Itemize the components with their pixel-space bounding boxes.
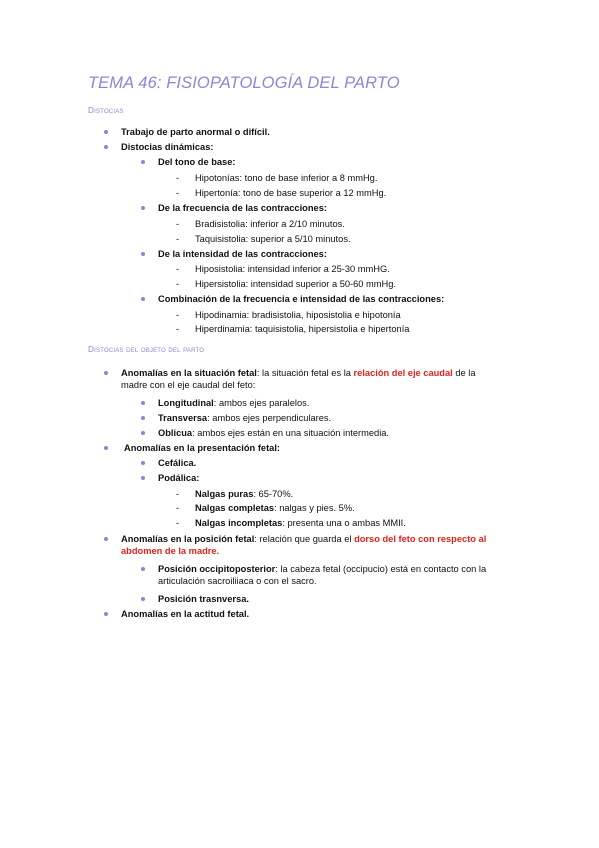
bullet-icon (104, 446, 108, 450)
label: Posición occipitoposterior (158, 564, 276, 574)
label: Anomalías en la situación fetal (121, 368, 257, 378)
list-item: Anomalías en la presentación fetal: (124, 443, 281, 453)
list-item: Hipodinamia: bradisistolia, hiposistolia e hipotonía (195, 310, 401, 320)
list-item (121, 367, 501, 391)
section-heading-distocias: Distocias (88, 106, 124, 115)
list-item (195, 502, 355, 514)
page-title: TEMA 46: FISIOPATOLOGÍA DEL PARTO (88, 74, 400, 92)
list-item: Hiposistolia: intensidad inferior a 25-30 mmHG. (195, 264, 390, 274)
bullet-icon (141, 297, 145, 301)
list-item: Hipotonías: tono de base inferior a 8 mmHg. (195, 173, 378, 183)
bullet-icon (104, 145, 108, 149)
list-item: Hiperdinamia: taquisistolia, hipersistolia e hipertonía (195, 324, 410, 334)
dash-icon: - (176, 310, 180, 320)
bullet-icon (141, 252, 145, 256)
list-item: Hipersistolia: intensidad superior a 50-60 mmHg. (195, 279, 397, 289)
list-item: Distocias dinámicas: (121, 142, 214, 152)
list-item: Anomalías en la actitud fetal. (121, 609, 250, 619)
list-item: Taquisistolia: superior a 5/10 minutos. (195, 234, 351, 244)
list-item (195, 517, 406, 529)
highlight: dorso del feto con respecto al abdomen de la madre. (121, 534, 487, 556)
highlight: relación del eje caudal (353, 368, 453, 378)
list-item: Trabajo de parto anormal o difícil. (121, 127, 270, 137)
list-item: Hipertonía: tono de base superior a 12 mmHg. (195, 188, 387, 198)
text: : la situación fetal es la (256, 368, 354, 378)
list-item: Cefálica. (158, 458, 197, 468)
dash-icon: - (176, 264, 180, 274)
bullet-icon (104, 612, 108, 616)
bullet-icon (141, 401, 145, 405)
label: Anomalías en la posición fetal (121, 534, 255, 544)
list-item (195, 488, 293, 500)
bullet-icon (141, 431, 145, 435)
label: Oblicua (158, 428, 193, 438)
bullet-icon (141, 416, 145, 420)
list-item: Combinación de la frecuencia e intensidad de las contracciones: (158, 294, 445, 304)
label: Transversa (158, 413, 208, 423)
label: Nalgas completas (195, 503, 275, 513)
dash-icon: - (176, 188, 180, 198)
bullet-icon (141, 206, 145, 210)
bullet-icon (141, 476, 145, 480)
dash-icon: - (176, 489, 180, 499)
text: : nalgas y pies. 5%. (274, 503, 355, 513)
list-item (158, 427, 389, 439)
dash-icon: - (176, 324, 180, 334)
label: Nalgas puras (195, 489, 254, 499)
bullet-icon (104, 371, 108, 375)
dash-icon: - (176, 503, 180, 513)
dash-icon: - (176, 173, 180, 183)
bullet-icon (104, 130, 108, 134)
dash-icon: - (176, 279, 180, 289)
label: Nalgas incompletas (195, 518, 283, 528)
text: : ambos ejes perpendiculares. (207, 413, 332, 423)
text: : relación que guarda el (254, 534, 355, 544)
list-item: Bradisistolia: inferior a 2/10 minutos. (195, 219, 345, 229)
label: Longitudinal (158, 398, 214, 408)
dash-icon: - (176, 234, 180, 244)
bullet-icon (141, 160, 145, 164)
text: : 65-70%. (253, 489, 294, 499)
bullet-icon (141, 597, 145, 601)
list-item: Del tono de base: (158, 157, 236, 167)
list-item (121, 533, 511, 557)
text: : la cabeza fetal (occipucio) está en contacto con la articulación sacroiliiaca o con el sacro. (158, 564, 487, 586)
text: : presenta una o ambas MMII. (282, 518, 406, 528)
list-item (158, 563, 510, 587)
dash-icon: - (176, 219, 180, 229)
list-item: Posición trasnversa. (158, 594, 249, 604)
bullet-icon (141, 461, 145, 465)
list-item (158, 412, 331, 424)
bullet-icon (141, 567, 145, 571)
text: : ambos ejes paralelos. (213, 398, 310, 408)
list-item (158, 397, 309, 409)
section-heading-objeto: Distocias del objeto del parto (88, 345, 205, 354)
list-item: De la intensidad de las contracciones: (158, 249, 327, 259)
dash-icon: - (176, 518, 180, 528)
bullet-icon (104, 537, 108, 541)
text: de la madre con el eje caudal del feto: (121, 368, 476, 390)
list-item: De la frecuencia de las contracciones: (158, 203, 327, 213)
text: : ambos ejes están en una situación intermedia. (192, 428, 390, 438)
list-item: Podálica: (158, 473, 200, 483)
